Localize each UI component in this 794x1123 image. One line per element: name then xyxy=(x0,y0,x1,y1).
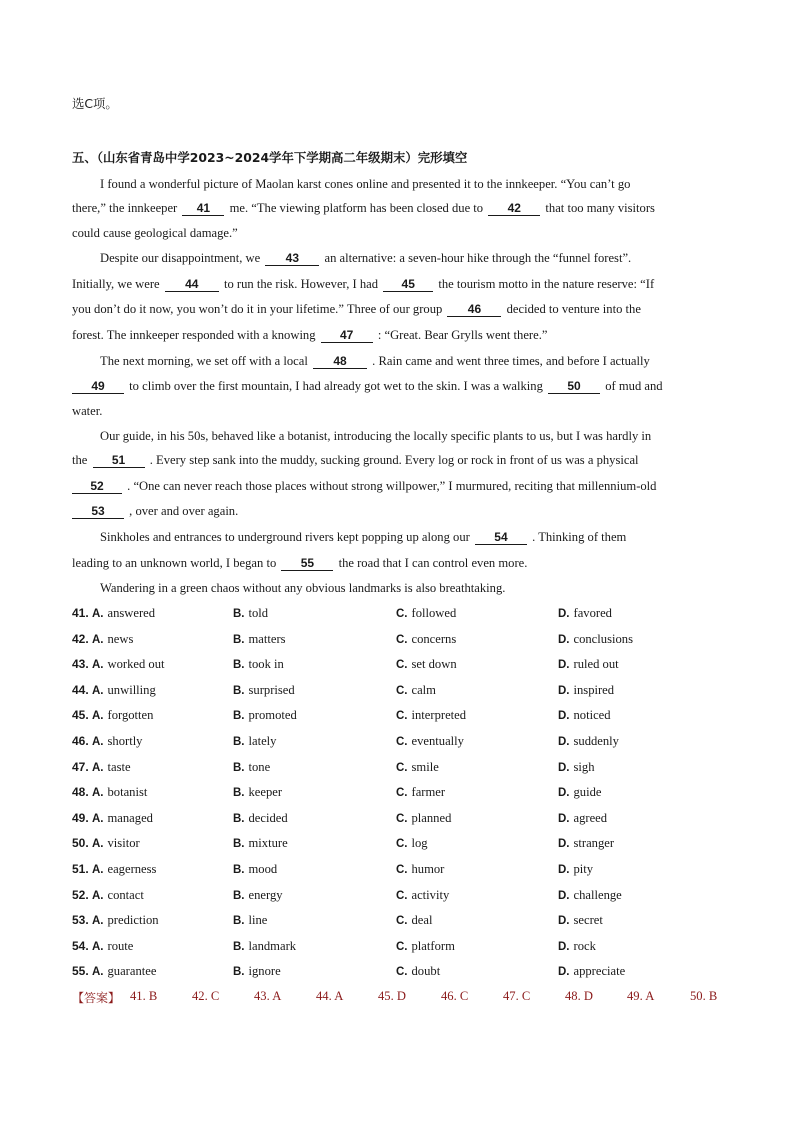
passage-p1-line3 xyxy=(72,225,238,241)
option-text: set down xyxy=(411,657,457,671)
option-text: unwilling xyxy=(107,683,156,697)
option-d[interactable] xyxy=(558,835,614,852)
option-text: tone xyxy=(248,760,271,774)
option-letter: D. xyxy=(558,736,570,748)
option-letter: A. xyxy=(92,608,104,620)
option-text: secret xyxy=(573,913,603,927)
option-letter: C. xyxy=(396,736,408,748)
option-b[interactable] xyxy=(233,759,270,776)
option-text: eventually xyxy=(411,734,464,748)
option-a[interactable] xyxy=(92,759,131,776)
option-c[interactable] xyxy=(396,759,439,776)
option-a[interactable] xyxy=(92,887,144,904)
option-letter: B. xyxy=(233,659,245,671)
passage-p3-line1 xyxy=(100,353,650,369)
option-text: noticed xyxy=(573,708,611,722)
option-d[interactable] xyxy=(558,733,619,750)
option-text: humor xyxy=(411,862,445,876)
answer-50: 50. B xyxy=(690,989,718,1003)
blank-50[interactable]: 50 xyxy=(548,379,600,394)
text: decided to venture into the xyxy=(506,302,641,316)
option-a[interactable] xyxy=(92,810,153,827)
option-text: log xyxy=(411,836,428,850)
text: Our guide, in his 50s, behaved like a botanist, introducing the locally specific plants to us, but I was hardly in xyxy=(100,429,652,443)
text: The next morning, we set off with a local xyxy=(100,354,308,368)
option-text: agreed xyxy=(573,811,608,825)
option-d[interactable] xyxy=(558,938,596,955)
option-letter: D. xyxy=(558,813,570,825)
option-a[interactable] xyxy=(92,963,156,980)
option-b[interactable] xyxy=(233,887,283,904)
text: the xyxy=(72,453,88,467)
option-letter: B. xyxy=(233,915,245,927)
text: you don’t do it now, you won’t do it in your lifetime.” Three of our group xyxy=(72,302,443,316)
question-number: 53. xyxy=(72,913,89,927)
text: the tourism motto in the nature reserve: “If xyxy=(438,277,655,291)
blank-43[interactable]: 43 xyxy=(265,251,319,266)
option-letter: A. xyxy=(92,941,104,953)
option-b[interactable] xyxy=(233,938,296,955)
option-d[interactable] xyxy=(558,861,593,878)
option-letter: B. xyxy=(233,813,245,825)
option-c[interactable] xyxy=(396,810,451,827)
passage-p2-line3 xyxy=(72,301,641,317)
option-text: smile xyxy=(411,760,439,774)
option-text: news xyxy=(107,632,134,646)
option-text: guide xyxy=(573,785,602,799)
intro-line: 选C项。 xyxy=(72,96,118,111)
text: Despite our disappointment, we xyxy=(100,251,261,265)
option-letter: B. xyxy=(233,966,245,978)
blank-48[interactable]: 48 xyxy=(313,354,367,369)
option-letter: D. xyxy=(558,838,570,850)
question-number: 52. xyxy=(72,888,89,902)
option-b[interactable] xyxy=(233,707,297,724)
blank-41[interactable]: 41 xyxy=(182,201,224,216)
option-text: activity xyxy=(411,888,450,902)
passage-p4-line2 xyxy=(72,452,639,468)
option-letter: D. xyxy=(558,941,570,953)
text: that too many visitors xyxy=(545,201,655,215)
option-a[interactable] xyxy=(92,733,142,750)
option-text: favored xyxy=(573,606,612,620)
option-text: planned xyxy=(411,811,452,825)
passage-p4-line4 xyxy=(72,503,238,519)
option-d[interactable] xyxy=(558,963,625,980)
option-letter: C. xyxy=(396,838,408,850)
text: : “Great. Bear Grylls went there.” xyxy=(377,328,548,342)
option-text: worked out xyxy=(107,657,165,671)
text: me. “The viewing platform has been closed due to xyxy=(229,201,484,215)
text: water. xyxy=(72,404,103,418)
option-a[interactable] xyxy=(92,631,133,648)
option-letter: A. xyxy=(92,659,104,671)
option-text: route xyxy=(107,939,134,953)
option-text: promoted xyxy=(248,708,297,722)
question-number: 48. xyxy=(72,785,89,799)
text: Sinkholes and entrances to underground rivers kept popping up along our xyxy=(100,530,470,544)
option-letter: A. xyxy=(92,838,104,850)
option-letter: C. xyxy=(396,685,408,697)
option-d[interactable] xyxy=(558,759,595,776)
option-b[interactable] xyxy=(233,682,295,699)
question-number: 49. xyxy=(72,811,89,825)
option-text: decided xyxy=(248,811,288,825)
option-text: ruled out xyxy=(573,657,619,671)
option-letter: B. xyxy=(233,762,245,774)
text: . Every step sank into the muddy, sucking ground. Every log or rock in front of us was a physical xyxy=(149,453,639,467)
blank-42[interactable]: 42 xyxy=(488,201,540,216)
option-a[interactable] xyxy=(92,682,156,699)
option-text: contact xyxy=(107,888,144,902)
option-text: pity xyxy=(573,862,594,876)
blank-52[interactable]: 52 xyxy=(72,479,122,494)
option-c[interactable] xyxy=(396,707,466,724)
option-c[interactable] xyxy=(396,861,444,878)
option-text: rock xyxy=(573,939,596,953)
option-b[interactable] xyxy=(233,963,281,980)
option-text: prediction xyxy=(107,913,159,927)
option-letter: B. xyxy=(233,736,245,748)
option-text: guarantee xyxy=(107,964,157,978)
option-letter: D. xyxy=(558,915,570,927)
passage-p1-line2 xyxy=(72,200,655,216)
question-number: 42. xyxy=(72,632,89,646)
option-letter: C. xyxy=(396,813,408,825)
option-d[interactable] xyxy=(558,605,612,622)
option-text: mixture xyxy=(248,836,288,850)
option-b[interactable] xyxy=(233,912,267,929)
answer-46: 46. C xyxy=(441,989,469,1003)
option-letter: B. xyxy=(233,787,245,799)
option-text: shortly xyxy=(107,734,143,748)
option-c[interactable] xyxy=(396,682,436,699)
option-letter: A. xyxy=(92,762,104,774)
option-text: concerns xyxy=(411,632,457,646)
option-text: doubt xyxy=(411,964,441,978)
option-c[interactable] xyxy=(396,938,455,955)
option-text: followed xyxy=(411,606,457,620)
option-letter: D. xyxy=(558,685,570,697)
option-text: botanist xyxy=(107,785,148,799)
option-letter: B. xyxy=(233,864,245,876)
text: . Thinking of them xyxy=(532,530,627,544)
option-letter: C. xyxy=(396,710,408,722)
text: an alternative: a seven-hour hike through the “funnel forest”. xyxy=(324,251,632,265)
passage-p4-line1 xyxy=(100,428,651,444)
option-letter: C. xyxy=(396,890,408,902)
text: to climb over the first mountain, I had already got wet to the skin. I was a walking xyxy=(129,379,543,393)
option-b[interactable] xyxy=(233,656,284,673)
option-b[interactable] xyxy=(233,631,286,648)
answer-42: 42. C xyxy=(192,989,220,1003)
option-letter: D. xyxy=(558,710,570,722)
question-number: 51. xyxy=(72,862,89,876)
option-c[interactable] xyxy=(396,605,456,622)
question-number: 47. xyxy=(72,760,89,774)
option-a[interactable] xyxy=(92,605,155,622)
option-text: conclusions xyxy=(573,632,633,646)
option-text: taste xyxy=(107,760,131,774)
question-number: 41. xyxy=(72,606,89,620)
passage-p5-line1 xyxy=(100,529,626,545)
passage-p4-line3 xyxy=(72,478,656,494)
option-text: farmer xyxy=(411,785,446,799)
option-letter: B. xyxy=(233,608,245,620)
option-d[interactable] xyxy=(558,810,607,827)
option-text: surprised xyxy=(248,683,295,697)
answer-row xyxy=(72,989,732,1005)
option-letter: A. xyxy=(92,864,104,876)
option-letter: B. xyxy=(233,941,245,953)
passage-p2-line2 xyxy=(72,276,654,292)
option-text: inspired xyxy=(573,683,615,697)
option-letter: C. xyxy=(396,659,408,671)
answer-47: 47. C xyxy=(503,989,531,1003)
option-letter: A. xyxy=(92,710,104,722)
text: . Rain came and went three times, and before I actually xyxy=(372,354,650,368)
option-letter: D. xyxy=(558,659,570,671)
option-c[interactable] xyxy=(396,887,449,904)
passage-p3-line3 xyxy=(72,403,102,419)
option-text: took in xyxy=(248,657,284,671)
option-text: appreciate xyxy=(573,964,626,978)
text: , over and over again. xyxy=(129,504,239,518)
option-b[interactable] xyxy=(233,605,268,622)
text: forest. The innkeeper responded with a knowing xyxy=(72,328,316,342)
option-letter: C. xyxy=(396,941,408,953)
option-letter: D. xyxy=(558,608,570,620)
option-letter: A. xyxy=(92,966,104,978)
option-letter: A. xyxy=(92,685,104,697)
option-d[interactable] xyxy=(558,912,603,929)
option-text: interpreted xyxy=(411,708,467,722)
option-letter: B. xyxy=(233,710,245,722)
text: Initially, we were xyxy=(72,277,160,291)
option-letter: D. xyxy=(558,966,570,978)
option-letter: B. xyxy=(233,685,245,697)
question-number: 55. xyxy=(72,964,89,978)
text: . “One can never reach those places without strong willpower,” I murmured, reciting that millennium-old xyxy=(127,479,657,493)
option-b[interactable] xyxy=(233,861,277,878)
option-d[interactable] xyxy=(558,784,601,801)
option-b[interactable] xyxy=(233,733,276,750)
option-text: platform xyxy=(411,939,455,953)
answer-43: 43. A xyxy=(254,989,282,1003)
text: of mud and xyxy=(605,379,663,393)
text: to run the risk. However, I had xyxy=(223,277,379,291)
option-letter: C. xyxy=(396,915,408,927)
blank-44[interactable]: 44 xyxy=(165,277,219,292)
section-heading: 五、（山东省青岛中学2023~2024学年下学期高二年级期末）完形填空 xyxy=(72,150,468,165)
option-c[interactable] xyxy=(396,733,464,750)
option-letter: B. xyxy=(233,634,245,646)
option-text: stranger xyxy=(573,836,615,850)
blank-47[interactable]: 47 xyxy=(321,328,373,343)
passage-p6: Wandering in a green chaos without any obvious landmarks is also breathtaking. xyxy=(100,581,506,595)
option-text: energy xyxy=(248,888,283,902)
option-letter: C. xyxy=(396,634,408,646)
option-letter: D. xyxy=(558,890,570,902)
blank-54[interactable]: 54 xyxy=(475,530,527,545)
option-text: managed xyxy=(107,811,153,825)
option-text: sigh xyxy=(573,760,595,774)
option-letter: C. xyxy=(396,966,408,978)
option-letter: D. xyxy=(558,634,570,646)
answer-45: 45. D xyxy=(378,989,406,1003)
option-text: ignore xyxy=(248,964,281,978)
passage-p5-line2 xyxy=(72,555,527,571)
option-a[interactable] xyxy=(92,707,153,724)
blank-49[interactable]: 49 xyxy=(72,379,124,394)
option-letter: B. xyxy=(233,890,245,902)
option-b[interactable] xyxy=(233,784,282,801)
option-letter: A. xyxy=(92,813,104,825)
text: the road that I can control even more. xyxy=(338,556,528,570)
passage-p2-line4 xyxy=(72,327,547,343)
option-text: calm xyxy=(411,683,436,697)
option-c[interactable] xyxy=(396,631,456,648)
option-text: matters xyxy=(248,632,286,646)
option-c[interactable] xyxy=(396,656,457,673)
option-text: forgotten xyxy=(107,708,154,722)
question-number: 46. xyxy=(72,734,89,748)
option-text: line xyxy=(248,913,268,927)
option-letter: A. xyxy=(92,634,104,646)
option-c[interactable] xyxy=(396,912,432,929)
option-text: challenge xyxy=(573,888,622,902)
option-text: suddenly xyxy=(573,734,619,748)
question-number: 45. xyxy=(72,708,89,722)
option-text: told xyxy=(248,606,269,620)
option-text: landmark xyxy=(248,939,297,953)
option-c[interactable] xyxy=(396,784,445,801)
option-text: eagerness xyxy=(107,862,157,876)
text: there,” the innkeeper xyxy=(72,201,178,215)
answer-48: 48. D xyxy=(565,989,593,1003)
blank-55[interactable]: 55 xyxy=(281,556,333,571)
text: could cause geological damage.” xyxy=(72,226,238,240)
option-letter: A. xyxy=(92,787,104,799)
blank-51[interactable]: 51 xyxy=(93,453,145,468)
option-a[interactable] xyxy=(92,938,133,955)
option-c[interactable] xyxy=(396,835,428,852)
option-a[interactable] xyxy=(92,784,147,801)
option-d[interactable] xyxy=(558,656,619,673)
option-text: visitor xyxy=(107,836,140,850)
question-number: 44. xyxy=(72,683,89,697)
option-text: lately xyxy=(248,734,277,748)
blank-46[interactable]: 46 xyxy=(447,302,501,317)
option-letter: C. xyxy=(396,762,408,774)
question-number: 50. xyxy=(72,836,89,850)
option-d[interactable] xyxy=(558,631,633,648)
answer-49: 49. A xyxy=(627,989,655,1003)
option-c[interactable] xyxy=(396,963,440,980)
question-number: 43. xyxy=(72,657,89,671)
text: I found a wonderful picture of Maolan karst cones online and presented it to the innkeeper. “You can’t go xyxy=(100,177,631,191)
option-letter: C. xyxy=(396,787,408,799)
blank-45[interactable]: 45 xyxy=(383,277,433,292)
option-letter: B. xyxy=(233,838,245,850)
option-text: keeper xyxy=(248,785,283,799)
answer-44: 44. A xyxy=(316,989,344,1003)
option-text: answered xyxy=(107,606,156,620)
option-b[interactable] xyxy=(233,835,288,852)
option-letter: C. xyxy=(396,608,408,620)
blank-53[interactable]: 53 xyxy=(72,504,124,519)
option-d[interactable] xyxy=(558,707,611,724)
answer-label: 【答案】 xyxy=(72,991,121,1005)
option-b[interactable] xyxy=(233,810,288,827)
option-letter: A. xyxy=(92,736,104,748)
question-number: 54. xyxy=(72,939,89,953)
answer-41: 41. B xyxy=(130,989,158,1003)
option-a[interactable] xyxy=(92,656,165,673)
passage-p3-line2 xyxy=(72,378,663,394)
option-d[interactable] xyxy=(558,682,614,699)
option-letter: D. xyxy=(558,762,570,774)
option-a[interactable] xyxy=(92,861,156,878)
option-letter: D. xyxy=(558,864,570,876)
option-letter: D. xyxy=(558,787,570,799)
option-d[interactable] xyxy=(558,887,622,904)
passage-p2-line1 xyxy=(100,250,631,266)
option-text: mood xyxy=(248,862,278,876)
option-a[interactable] xyxy=(92,912,159,929)
passage-p1-line1 xyxy=(100,176,630,192)
option-text: deal xyxy=(411,913,433,927)
option-letter: A. xyxy=(92,890,104,902)
option-a[interactable] xyxy=(92,835,140,852)
option-letter: A. xyxy=(92,915,104,927)
text: leading to an unknown world, I began to xyxy=(72,556,277,570)
option-letter: C. xyxy=(396,864,408,876)
